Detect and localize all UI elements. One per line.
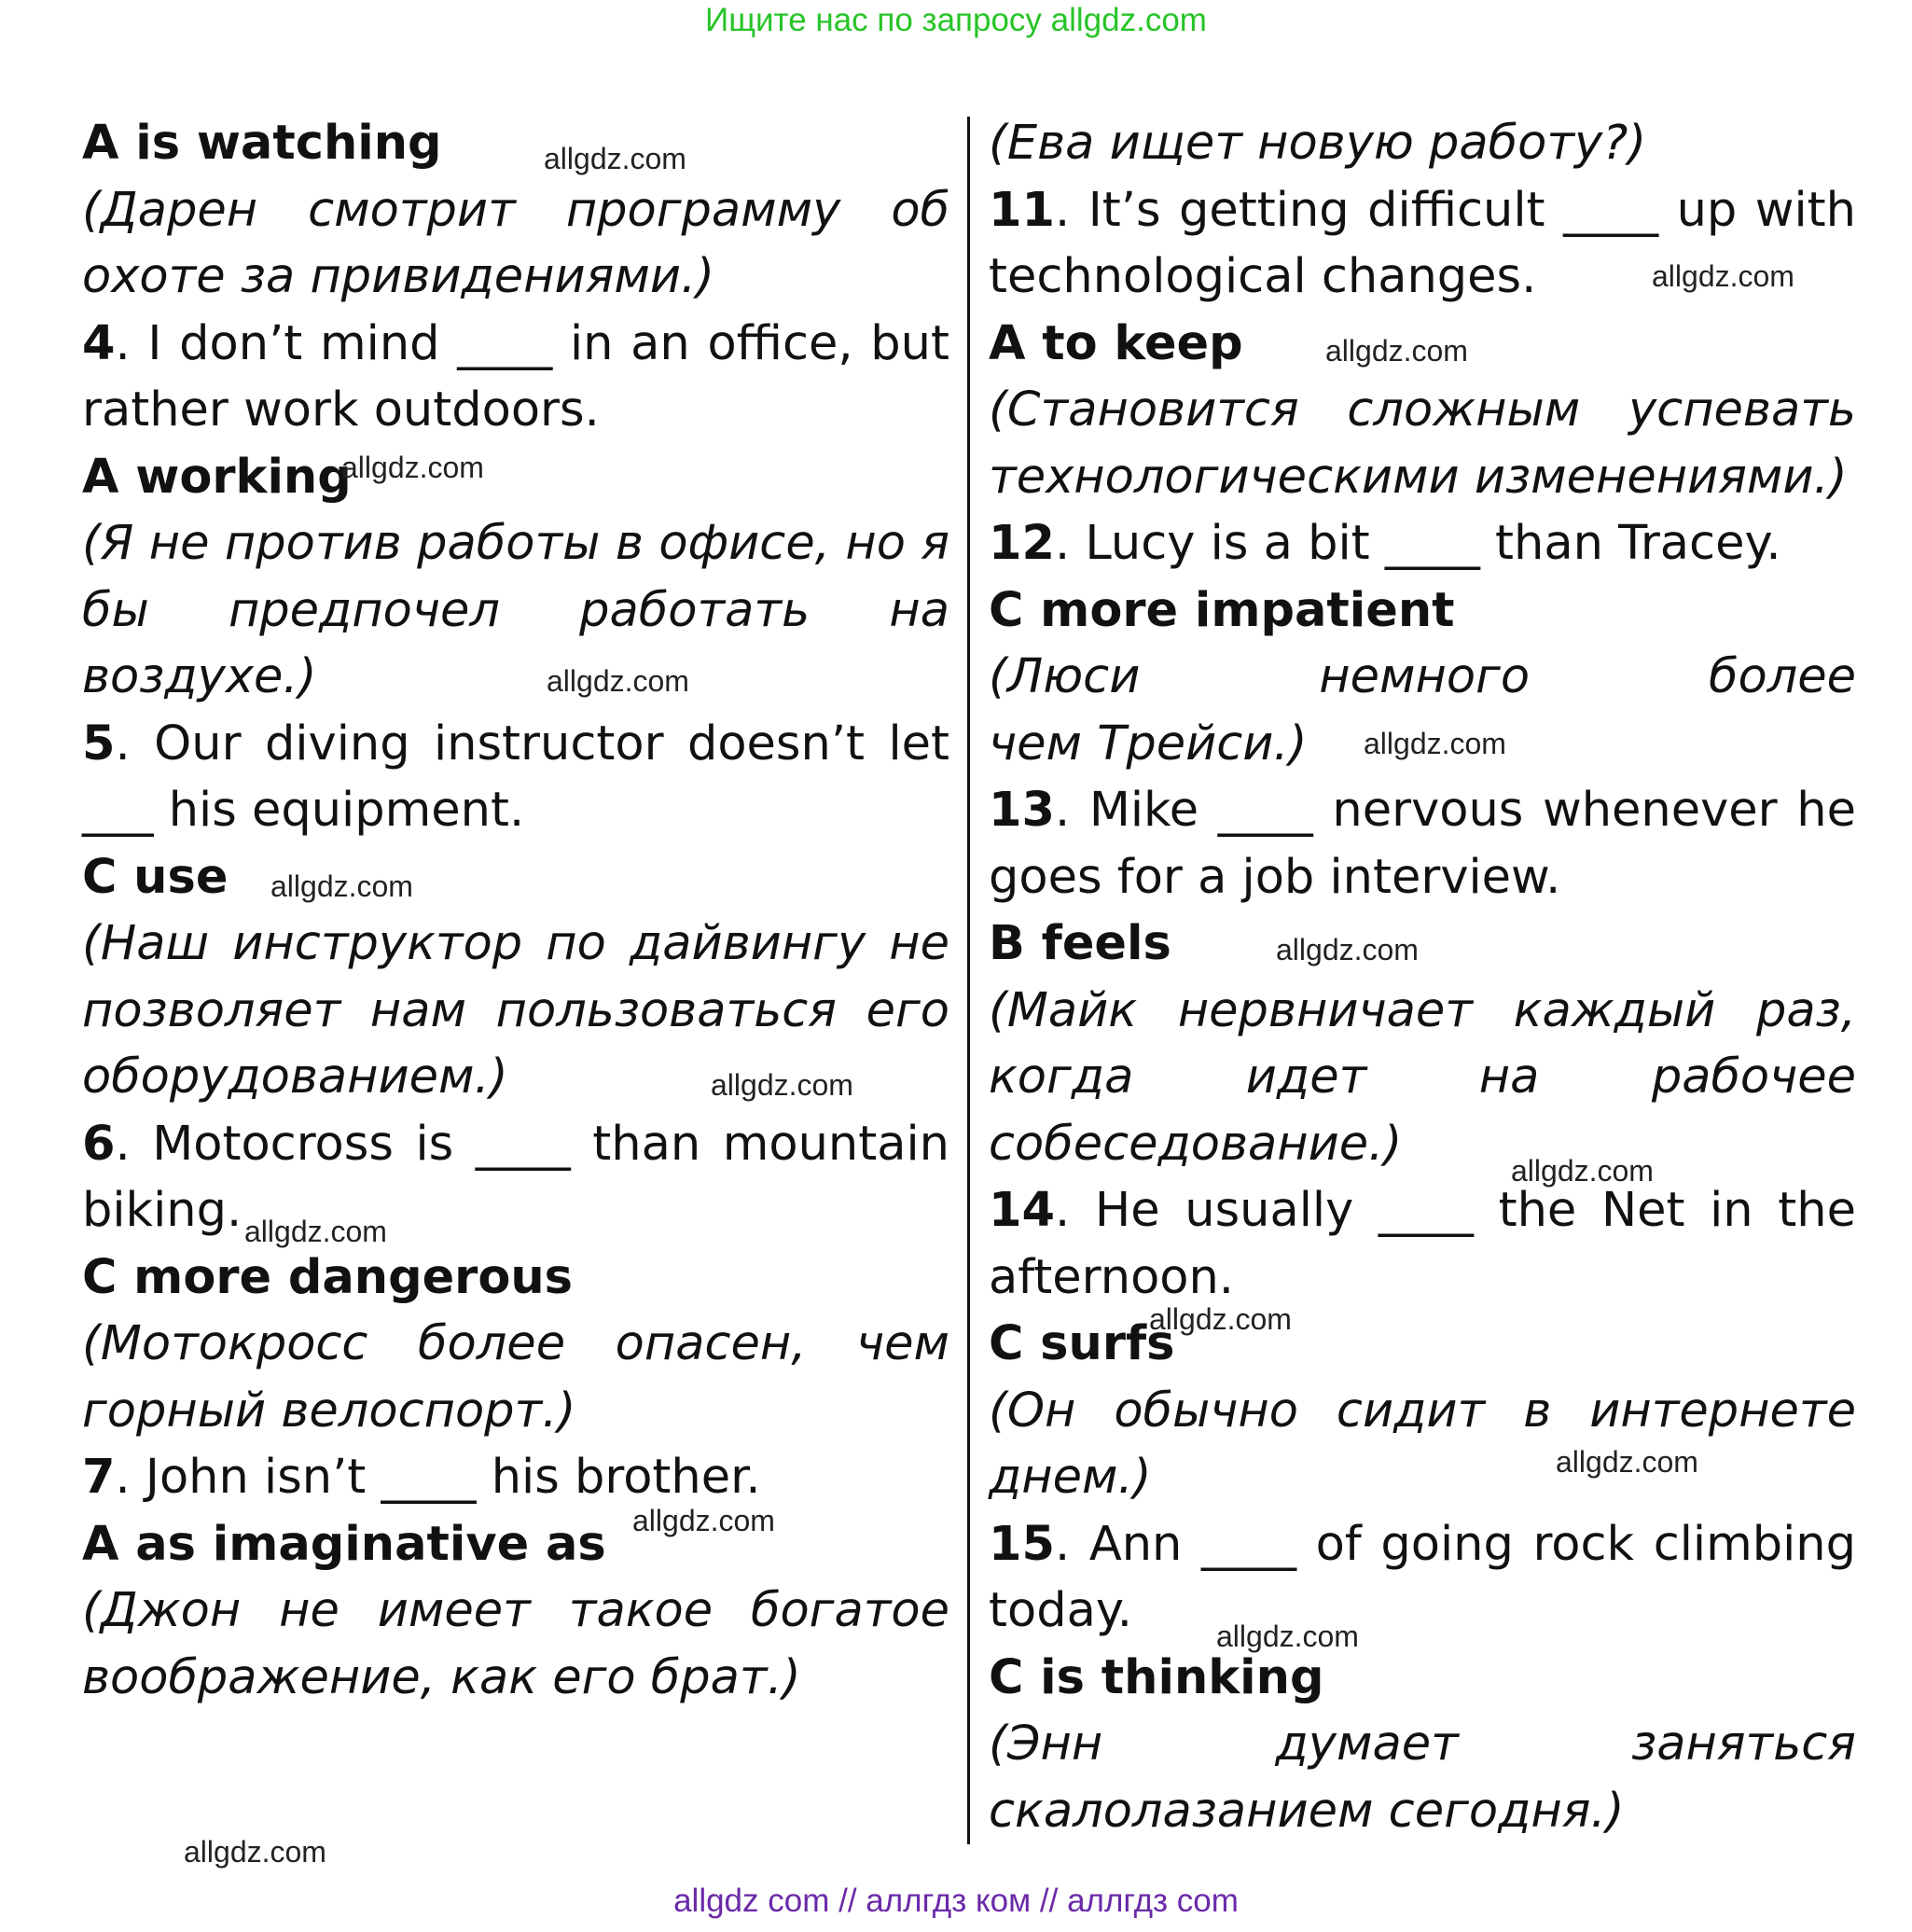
question-line — [989, 1244, 1856, 1312]
question-line — [989, 777, 1856, 844]
translation-line — [989, 377, 1856, 444]
answer-line — [82, 1511, 949, 1578]
line-text: biking. — [82, 1183, 242, 1238]
watermark: allgdz.com — [1511, 1154, 1654, 1188]
question-line — [989, 510, 1856, 577]
translation-line — [82, 243, 949, 311]
line-text: afternoon. — [989, 1249, 1235, 1305]
question-line — [82, 711, 949, 778]
line-text: . Mike ____ nervous whenever he — [1054, 783, 1856, 838]
question-line — [82, 1444, 949, 1511]
column-divider — [967, 117, 970, 1844]
translation-line — [82, 1311, 949, 1378]
line-text: оборудованием.) — [82, 1049, 508, 1105]
translation-line — [989, 110, 1856, 177]
watermark: allgdz.com — [711, 1068, 853, 1102]
translation-line — [989, 978, 1856, 1045]
translation-line — [989, 1444, 1856, 1511]
answer-line — [82, 844, 949, 911]
left-column — [82, 110, 949, 1711]
line-text: когда идет на рабочее — [989, 1049, 1856, 1105]
line-text: (Мотокросс более опасен, чем — [82, 1316, 949, 1371]
line-text: C surfs — [989, 1316, 1175, 1371]
watermark: allgdz.com — [244, 1215, 387, 1248]
line-text: A is watching — [82, 116, 442, 171]
watermark: allgdz.com — [1325, 334, 1468, 368]
line-text: собеседование.) — [989, 1116, 1403, 1172]
question-number: 5 — [82, 716, 116, 771]
translation-line — [82, 1378, 949, 1445]
line-text: A as imaginative as — [82, 1516, 606, 1572]
line-text: . Our diving instructor doesn’t let — [115, 716, 949, 771]
translation-line — [989, 1378, 1856, 1445]
answer-line — [989, 910, 1856, 978]
watermark: allgdz.com — [1364, 727, 1506, 760]
question-line — [82, 1111, 949, 1178]
question-number: 4 — [82, 315, 116, 371]
footer-banner: allgdz com // аллгдз ком // аллгдз com — [673, 1883, 1239, 1919]
translation-line — [989, 1778, 1856, 1845]
line-text: . Lucy is a bit ____ than Tracey. — [1054, 516, 1781, 571]
line-text: чем Трейси.) — [989, 716, 1308, 771]
watermark: allgdz.com — [341, 451, 484, 484]
answer-line — [989, 1311, 1856, 1378]
watermark: allgdz.com — [547, 664, 689, 698]
line-text: . It’s getting difficult ____ up with — [1054, 182, 1856, 238]
question-line — [989, 1578, 1856, 1645]
translation-line — [82, 1645, 949, 1712]
line-text: rather work outdoors. — [82, 382, 600, 438]
line-text: (Майк нервничает каждый раз, — [989, 982, 1856, 1038]
line-text: C use — [82, 849, 229, 905]
watermark: allgdz.com — [1149, 1302, 1292, 1336]
watermark: allgdz.com — [1276, 933, 1419, 966]
translation-line — [989, 1711, 1856, 1778]
line-text: C more impatient — [989, 582, 1455, 638]
line-text: воображение, как его брат.) — [82, 1649, 801, 1705]
line-text: позволяет нам пользоваться его — [82, 982, 949, 1038]
translation-line — [989, 644, 1856, 711]
translation-line — [82, 644, 949, 711]
translation-line — [82, 1578, 949, 1645]
question-number: 14 — [989, 1183, 1055, 1238]
watermark: allgdz.com — [270, 869, 413, 903]
line-text: today. — [989, 1583, 1132, 1638]
question-line — [989, 177, 1856, 244]
translation-line — [82, 910, 949, 978]
watermark: allgdz.com — [1556, 1445, 1698, 1479]
question-line — [82, 311, 949, 378]
line-text: днем.) — [989, 1450, 1152, 1505]
translation-line — [82, 177, 949, 244]
question-line — [989, 1177, 1856, 1244]
question-line — [82, 777, 949, 844]
answer-line — [989, 1645, 1856, 1712]
line-text: (Люси немного более — [989, 649, 1856, 704]
question-line — [82, 1177, 949, 1244]
watermark: allgdz.com — [632, 1504, 775, 1537]
watermark: allgdz.com — [1216, 1619, 1359, 1653]
line-text: (Дарен смотрит программу об — [82, 182, 949, 238]
line-text: (Наш инструктор по дайвингу не — [82, 916, 949, 971]
question-number: 6 — [82, 1116, 116, 1172]
line-text: (Я не против работы в офисе, но я — [82, 516, 949, 571]
line-text: A working — [82, 449, 352, 505]
question-number: 12 — [989, 516, 1055, 571]
question-line — [989, 844, 1856, 911]
line-text: скалолазанием сегодня.) — [989, 1783, 1625, 1839]
question-number: 13 — [989, 783, 1055, 838]
line-text: (Он обычно сидит в интернете — [989, 1383, 1856, 1439]
line-text: бы предпочел работать на — [82, 582, 949, 638]
answer-line — [82, 1244, 949, 1312]
watermark: allgdz.com — [544, 142, 686, 175]
watermark: allgdz.com — [1652, 259, 1794, 293]
line-text: goes for a job interview. — [989, 849, 1561, 905]
right-column — [989, 110, 1856, 1844]
line-text: . He usually ____ the Net in the — [1054, 1183, 1856, 1238]
translation-line — [82, 978, 949, 1045]
line-text: . Motocross is ____ than mountain — [115, 1116, 949, 1172]
line-text: . John isn’t ____ his brother. — [115, 1450, 761, 1505]
translation-line — [989, 1111, 1856, 1178]
line-text: воздухе.) — [82, 649, 317, 704]
line-text: technological changes. — [989, 249, 1537, 304]
line-text: . I don’t mind ____ in an office, but — [115, 315, 949, 371]
line-text: C is thinking — [989, 1649, 1324, 1705]
line-text: C more dangerous — [82, 1249, 574, 1305]
answer-line — [989, 577, 1856, 645]
answer-line — [82, 444, 949, 511]
search-banner: Ищите нас по запросу allgdz.com — [705, 2, 1207, 38]
line-text: (Ева ищет новую работу?) — [989, 116, 1647, 171]
question-number: 11 — [989, 182, 1055, 238]
answer-line — [82, 110, 949, 177]
translation-line — [82, 577, 949, 645]
translation-line — [989, 1044, 1856, 1111]
line-text: охоте за привидениями.) — [82, 249, 715, 304]
line-text: (Становится сложным успевать — [989, 382, 1856, 438]
line-text: горный велоспорт.) — [82, 1383, 576, 1439]
line-text: B feels — [989, 916, 1171, 971]
translation-line — [989, 444, 1856, 511]
question-number: 15 — [989, 1516, 1055, 1572]
question-line — [82, 377, 949, 444]
line-text: A to keep — [989, 315, 1243, 371]
line-text: ___ his equipment. — [82, 783, 525, 838]
line-text: технологическими изменениями.) — [989, 449, 1848, 505]
line-text: (Джон не имеет такое богатое — [82, 1583, 949, 1638]
question-line — [989, 1511, 1856, 1578]
question-number: 7 — [82, 1450, 116, 1505]
translation-line — [82, 510, 949, 577]
line-text: (Энн думает заняться — [989, 1717, 1856, 1772]
line-text: . Ann ____ of going rock climbing — [1054, 1516, 1856, 1572]
watermark: allgdz.com — [184, 1835, 326, 1869]
